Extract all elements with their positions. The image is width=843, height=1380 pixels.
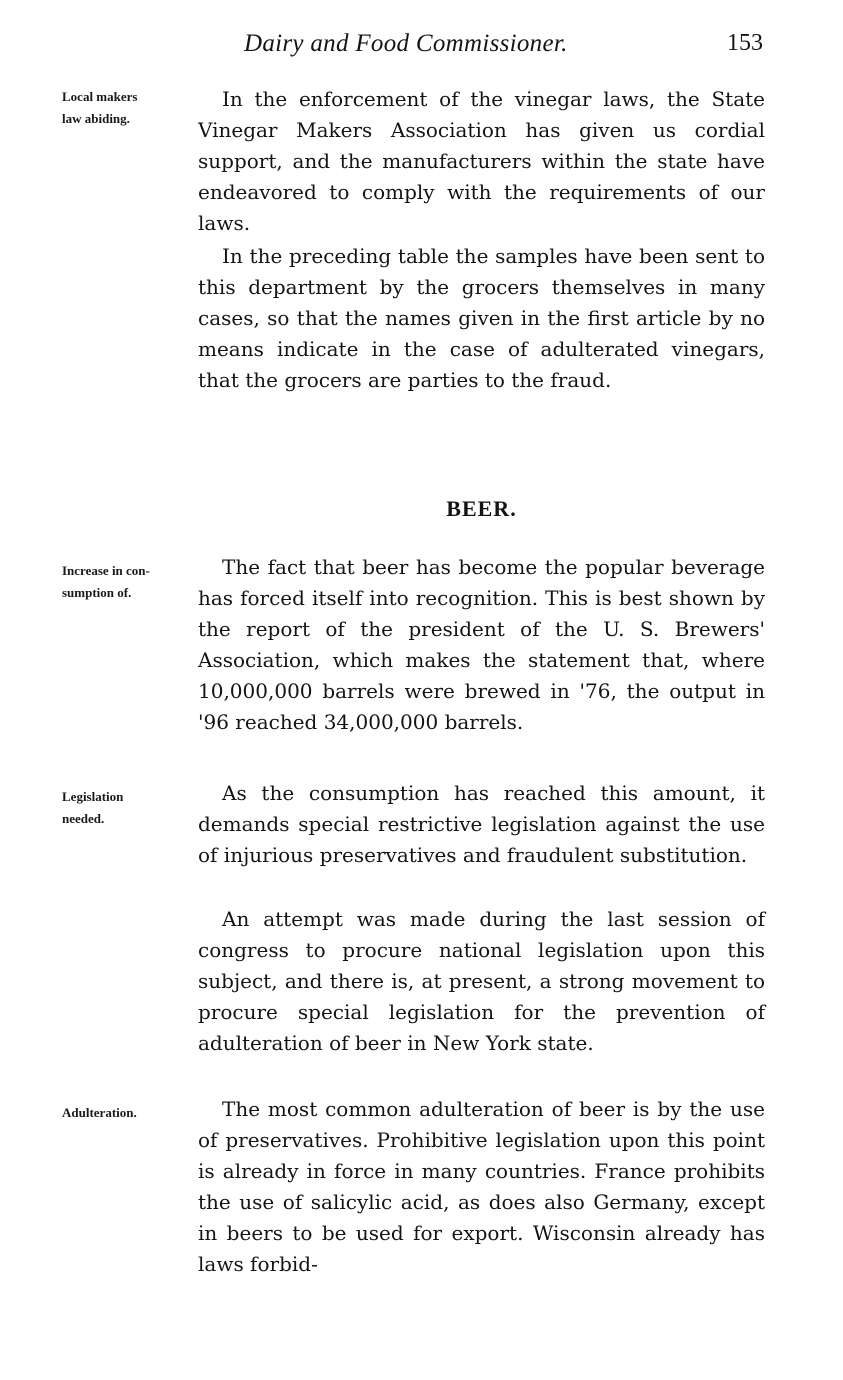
paragraph-preceding-table: In the preceding table the samples have been sent to this department by the grocers themselves in many cases, so that the names given in the first article by no means indicate in the case of adulterated vinegars, that the grocers are parties to the fraud. — [198, 244, 765, 392]
margin-note-legislation-needed — [62, 786, 212, 830]
running-header — [0, 24, 843, 64]
margin-note-line: Adulteration. — [62, 1105, 137, 1120]
paragraph-adulteration: The most common adulteration of beer is by the use of preservatives. Prohibitive legislation upon this point is already in force in many countries. France prohibits the use of salicylic acid, as does also Germany, except in beers to be used for export. Wisconsin already has laws forbid- — [198, 1097, 765, 1276]
paragraph-consumption: As the consumption has reached this amount, it demands special restrictive legislation against the use of injurious preservatives and fraudulent substitution. — [198, 781, 765, 867]
page-number: 153 — [727, 30, 763, 56]
margin-note-line: sumption of. — [62, 585, 132, 600]
margin-note-line: Legislation — [62, 789, 124, 804]
margin-note-increase-consumption — [62, 560, 212, 604]
margin-note-line: Increase in con- — [62, 563, 150, 578]
paragraph-congress-attempt: An attempt was made during the last session of congress to procure national legislation upon this subject, and there is, at present, a strong movement to procure special legislation for the prevention of adulteration of beer in New York state. — [198, 907, 765, 1055]
paragraph-vinegar-laws: In the enforcement of the vinegar laws, the State Vinegar Makers Association has given us cordial support, and the manufacturers within the state have endeavored to comply with the requirements of our laws. — [198, 87, 765, 235]
margin-note-adulteration — [62, 1102, 212, 1124]
margin-note-line: needed. — [62, 811, 105, 826]
section-heading-beer: BEER. — [446, 496, 517, 521]
margin-note-line: law abiding. — [62, 111, 130, 126]
paragraph-beer-popularity: The fact that beer has become the popular beverage has forced itself into recognition. This is best shown by the report of the president of the U. S. Brewers' Association, which makes the statement that, where 10,000,000 barrels were brewed in '76, the output in '96 reached 34,000,000 barrels. — [198, 555, 765, 734]
margin-note-local-makers — [62, 86, 212, 130]
margin-note-line: Local makers — [62, 89, 138, 104]
header-title: Dairy and Food Commissioner. — [244, 30, 568, 57]
